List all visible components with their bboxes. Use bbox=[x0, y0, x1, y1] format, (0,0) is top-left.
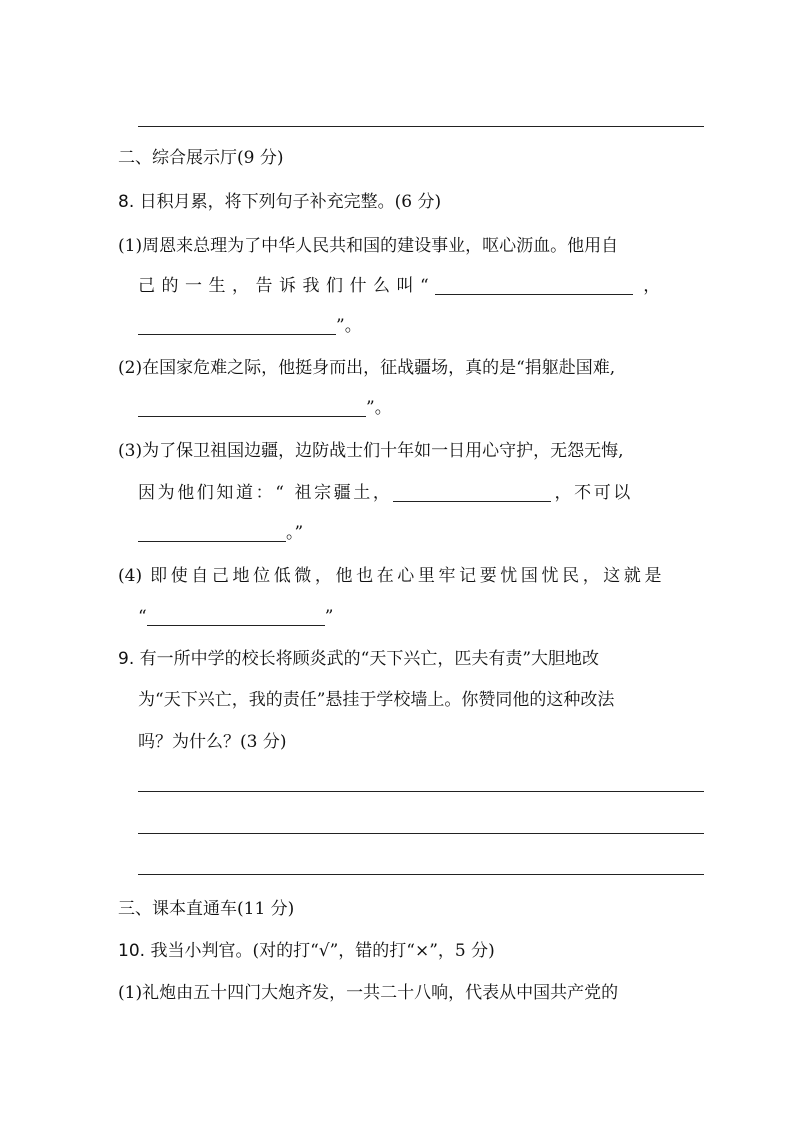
q8-s3-line3: 。” bbox=[138, 522, 303, 544]
q9-line1: 9. 有一所中学的校长将顾炎武的“天下兴亡，匹夫有责”大胆地改 bbox=[118, 649, 600, 669]
q8-title-text: 日积月累，将下列句子补充完整。(6 分) bbox=[139, 192, 442, 212]
q8-s2-line1: (2)在国家危难之际，他挺身而出，征战疆场，真的是“捐躯赴国难, bbox=[118, 358, 616, 378]
q8-s4-blank[interactable] bbox=[147, 607, 325, 626]
q8-s1-label: (1) bbox=[118, 236, 143, 256]
q10-s1-label: (1) bbox=[118, 983, 143, 1003]
q8-s4-line1: (4) 即使自己地位低微，他也在心里牢记要忧国忧民，这就是 bbox=[118, 566, 666, 586]
q8-s2-label: (2) bbox=[118, 358, 143, 378]
answer-line-top[interactable] bbox=[138, 126, 704, 127]
section3-heading: 三、课本直通车(11 分) bbox=[118, 899, 295, 919]
q8-s3-line1: (3)为了保卫祖国边疆，边防战士们十年如一日用心守护，无怨无悔, bbox=[118, 441, 624, 461]
q9-line3: 吗？为什么？(3 分) bbox=[138, 732, 287, 752]
q8-s3-line2: 因为他们知道：“ 祖宗疆土， ，不可以 bbox=[138, 483, 633, 503]
q8-s1-line1: (1)周恩来总理为了中华人民共和国的建设事业，呕心沥血。他用自 bbox=[118, 236, 619, 256]
q10-number: 10. bbox=[118, 941, 146, 961]
q8-s1-blank-1[interactable] bbox=[435, 276, 633, 295]
q9-line2: 为“天下兴亡，我的责任”悬挂于学校墙上。你赞同他的这种改法 bbox=[138, 690, 615, 710]
q8-s2-blank[interactable] bbox=[138, 398, 366, 417]
q9-answer-line-3[interactable] bbox=[138, 874, 704, 875]
q8-s4-label: (4) bbox=[118, 566, 143, 586]
q9-answer-line-2[interactable] bbox=[138, 833, 704, 834]
q8-number: 8. bbox=[118, 192, 135, 212]
q8-s3-blank-1[interactable] bbox=[393, 483, 551, 502]
q8-s1-line3: ”。 bbox=[138, 315, 362, 337]
section2-heading: 二、综合展示厅(9 分) bbox=[118, 148, 284, 168]
q8-s3-label: (3) bbox=[118, 441, 143, 461]
q8-s4-line2: “ ” bbox=[138, 607, 334, 627]
q8-s1-blank-2[interactable] bbox=[138, 316, 336, 335]
q9-number: 9. bbox=[118, 649, 135, 669]
q8-s2-line2: ”。 bbox=[138, 397, 392, 419]
q10-s1-line1: (1)礼炮由五十四门大炮齐发，一共二十八响，代表从中国共产党的 bbox=[118, 983, 619, 1003]
q10-title: 10. 我当小判官。(对的打“√”，错的打“×”，5 分) bbox=[118, 941, 495, 961]
q9-answer-line-1[interactable] bbox=[138, 791, 704, 792]
q8-title bbox=[118, 191, 441, 213]
q8-s3-blank-2[interactable] bbox=[138, 523, 286, 542]
q8-s1-line2: 己的一生，告诉我们什么叫“ ， bbox=[138, 276, 661, 296]
